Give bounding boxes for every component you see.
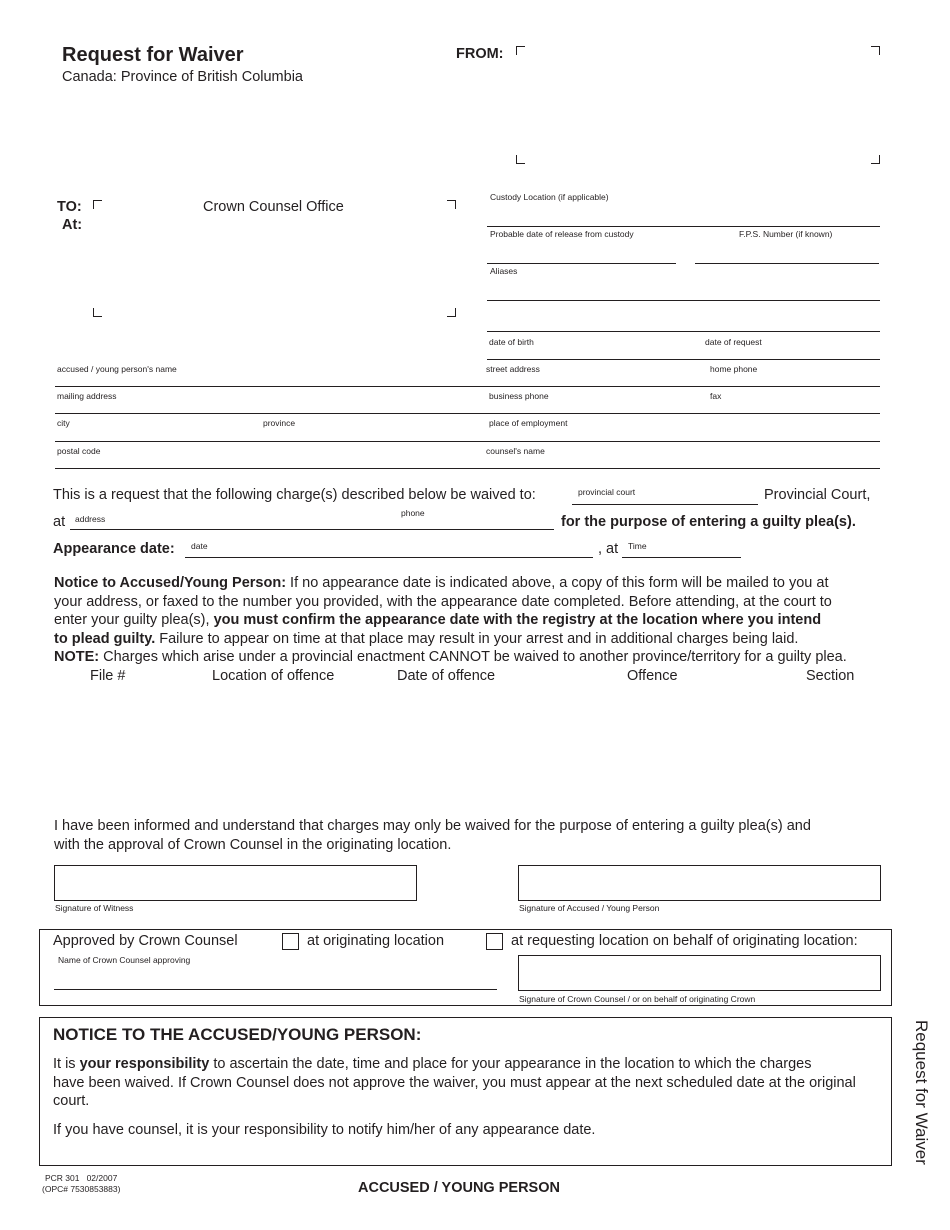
province-label: province — [263, 418, 296, 428]
col-location-of-offence: Location of offence — [212, 668, 335, 684]
notice-line2: your address, or faxed to the number you provided, with the appearance date completed. Before attending, at the court to — [54, 593, 832, 610]
fps-number-label: F.P.S. Number (if known) — [739, 229, 833, 239]
dob-line[interactable] — [487, 359, 880, 360]
probable-release-line[interactable] — [487, 263, 676, 264]
corner-mark — [871, 155, 880, 164]
probable-release-label: Probable date of release from custody — [490, 229, 634, 239]
corner-mark — [447, 200, 456, 209]
crown-counsel-name-line[interactable] — [54, 989, 497, 990]
approved-by-label: Approved by Crown Counsel — [53, 933, 238, 949]
note-lead: NOTE: — [54, 649, 100, 665]
time-line[interactable] — [622, 557, 741, 558]
accused-name-label: accused / young person's name — [57, 364, 177, 374]
requesting-location-checkbox[interactable] — [486, 933, 503, 950]
request-intro: This is a request that the following charge(s) described below be waived to: — [53, 487, 536, 503]
aliases-label: Aliases — [490, 266, 518, 276]
opc-number: (OPC# 7530853883) — [42, 1184, 121, 1194]
col-file-number: File # — [90, 668, 126, 684]
city-line[interactable] — [55, 441, 880, 442]
from-label: FROM: — [456, 46, 504, 62]
provincial-court-line[interactable] — [572, 504, 758, 505]
to-address-window[interactable] — [93, 200, 456, 317]
notice-box-p1-start: It is — [53, 1056, 80, 1072]
form-code: PCR 301 02/2007 — [45, 1173, 118, 1183]
notice-lead: Notice to Accused/Young Person: — [54, 575, 287, 591]
address-field-label: address — [75, 514, 106, 524]
city-label: city — [57, 418, 70, 428]
provincial-court-field-label: provincial court — [578, 487, 636, 497]
notice-box-p1-line2: have been waived. If Crown Counsel does not approve the waiver, you must appear at the next scheduled date at the original — [53, 1074, 856, 1091]
crown-signature-box[interactable] — [518, 955, 881, 991]
date-of-request-label: date of request — [705, 337, 762, 347]
date-field-label: date — [191, 541, 208, 551]
crown-counsel-name-label: Name of Crown Counsel approving — [58, 955, 191, 965]
at-address-label: at — [53, 514, 66, 530]
notice-box-heading: NOTICE TO THE ACCUSED/YOUNG PERSON: — [53, 1025, 422, 1044]
notice-box-paragraph2: If you have counsel, it is your responsibility to notify him/her of any appearance date. — [53, 1122, 596, 1138]
side-form-label: Request for Waiver — [912, 1020, 931, 1165]
aliases-line[interactable] — [487, 300, 880, 301]
originating-location-label: at originating location — [307, 933, 445, 949]
corner-mark — [93, 200, 102, 209]
notice-line3-start: enter your guilty plea(s), — [54, 612, 214, 628]
fps-number-line[interactable] — [695, 263, 879, 264]
copy-label: ACCUSED / YOUNG PERSON — [358, 1180, 560, 1196]
crown-counsel-office: Crown Counsel Office — [203, 199, 344, 215]
notice-box-p1-rest: to ascertain the date, time and place for your appearance in the location to which the charges — [209, 1056, 812, 1072]
appearance-date-label: Appearance date: — [53, 541, 175, 557]
col-date-of-offence: Date of offence — [397, 668, 496, 684]
corner-mark — [516, 46, 525, 55]
to-label: TO: — [57, 199, 82, 215]
appearance-date-line[interactable] — [185, 557, 593, 558]
witness-signature-label: Signature of Witness — [55, 903, 134, 913]
place-of-employment-label: place of employment — [489, 418, 568, 428]
originating-location-checkbox[interactable] — [282, 933, 299, 950]
business-phone-label: business phone — [489, 391, 549, 401]
note-text: Charges which arise under a provincial enactment CANNOT be waived to another province/territory for a guilty plea. — [99, 649, 847, 665]
postal-code-label: postal code — [57, 446, 101, 456]
crown-signature-label: Signature of Crown Counsel / or on behalf of originating Crown — [519, 994, 756, 1004]
page-title: Request for Waiver — [62, 44, 244, 66]
corner-mark — [871, 46, 880, 55]
home-phone-label: home phone — [710, 364, 758, 374]
notice-line3-bold: you must confirm the appearance date with the registry at the location where you intend — [213, 612, 822, 628]
custody-location-line[interactable] — [487, 226, 880, 227]
notice-box-p1-line3: court. — [53, 1093, 90, 1109]
at-label: At: — [62, 217, 83, 233]
notice-paragraph — [54, 574, 914, 667]
counsels-name-label: counsel's name — [486, 446, 545, 456]
provincial-court-suffix: Provincial Court, — [764, 487, 871, 503]
witness-signature-box[interactable] — [54, 865, 417, 901]
mailing-address-label: mailing address — [57, 391, 117, 401]
accused-signature-label: Signature of Accused / Young Person — [519, 903, 660, 913]
corner-mark — [93, 308, 102, 317]
col-section: Section — [806, 668, 855, 684]
page-subtitle: Canada: Province of British Columbia — [62, 69, 303, 85]
aliases-line-2[interactable] — [487, 331, 880, 332]
corner-mark — [516, 155, 525, 164]
col-offence: Offence — [627, 668, 678, 684]
requesting-location-label: at requesting location on behalf of originating location: — [511, 933, 858, 949]
acknowledgement-line1: I have been informed and understand that charges may only be waived for the purpose of entering a guilty plea(s) and — [54, 818, 811, 834]
from-address-window[interactable] — [516, 46, 880, 164]
notice-box-p1-bold: your responsibility — [79, 1056, 210, 1072]
address-line[interactable] — [70, 529, 554, 530]
purpose-text: for the purpose of entering a guilty plea(s). — [561, 514, 856, 530]
date-of-birth-label: date of birth — [489, 337, 534, 347]
fax-label: fax — [710, 391, 722, 401]
custody-location-label: Custody Location (if applicable) — [490, 192, 609, 202]
mailing-address-line[interactable] — [55, 413, 880, 414]
at-time-label: , at — [598, 541, 619, 557]
acknowledgement-text — [54, 817, 811, 854]
accused-signature-box[interactable] — [518, 865, 881, 901]
accused-name-line[interactable] — [55, 386, 880, 387]
notice-line4-bold: to plead guilty. — [54, 630, 156, 647]
time-field-label: Time — [628, 541, 647, 551]
notice-box-paragraph1 — [53, 1055, 856, 1111]
acknowledgement-line2: with the approval of Crown Counsel in the originating location. — [54, 836, 452, 853]
postal-code-line[interactable] — [55, 468, 880, 469]
notice-line4-rest: Failure to appear on time at that place may result in your arrest and in additional charges being laid. — [155, 630, 799, 647]
street-address-label: street address — [486, 364, 540, 374]
notice-line1: If no appearance date is indicated above, a copy of this form will be mailed to you at — [286, 575, 829, 591]
corner-mark — [447, 308, 456, 317]
charges-entry-area[interactable] — [54, 690, 880, 800]
phone-field-label: phone — [401, 508, 425, 518]
